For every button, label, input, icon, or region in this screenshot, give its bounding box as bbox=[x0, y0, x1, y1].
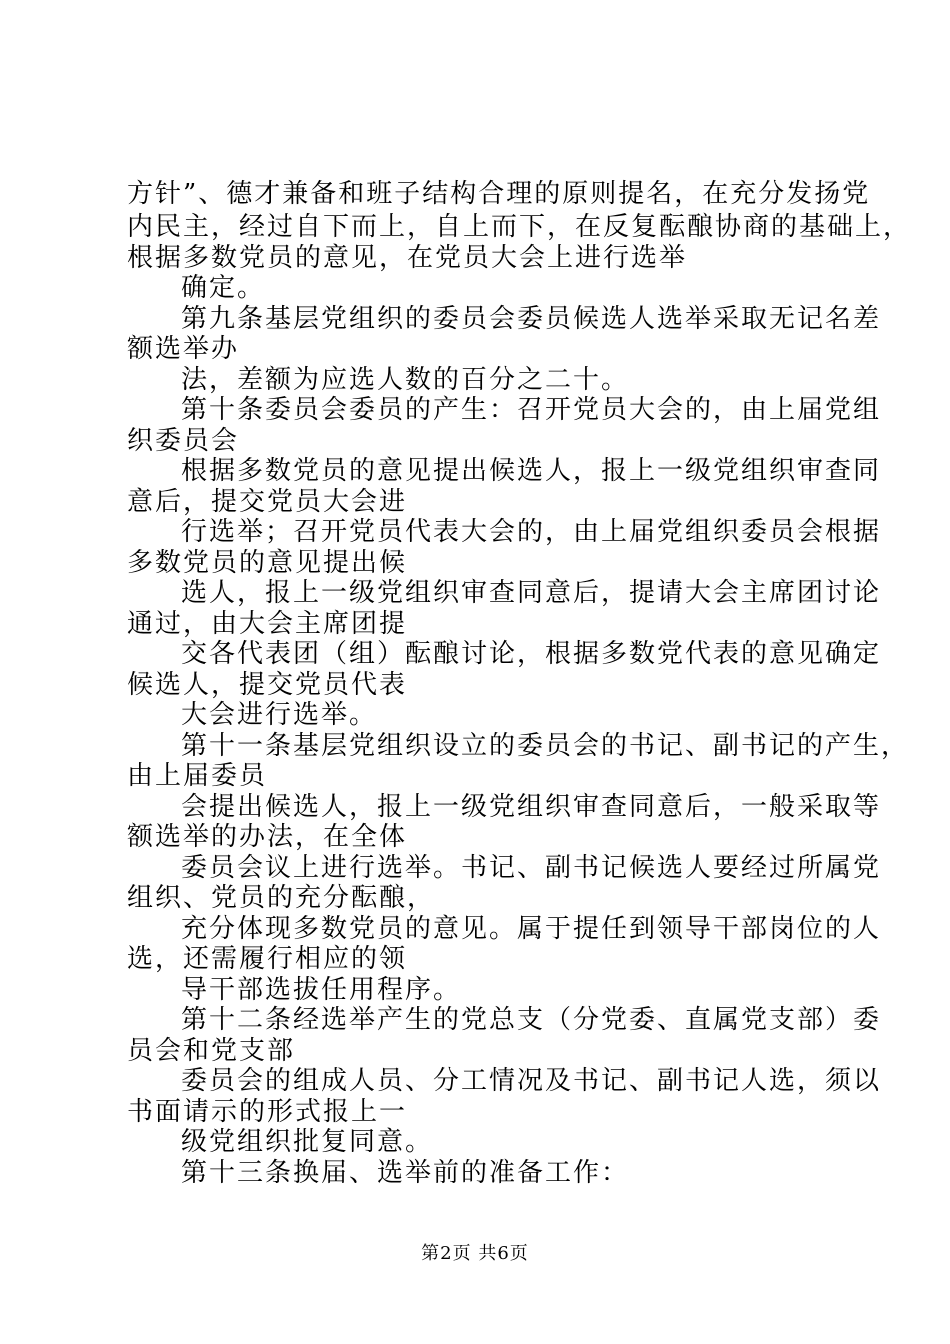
text-line: 内民主，经过自下而上，自上而下，在反复酝酿协商的基础上， bbox=[127, 212, 912, 242]
text-line: 第十二条经选举产生的党总支（分党委、直属党支部）委 bbox=[181, 1005, 882, 1035]
text-line: 第九条基层党组织的委员会委员候选人选举采取无记名差 bbox=[181, 304, 882, 334]
text-line: 行选举；召开党员代表大会的，由上届党组织委员会根据 bbox=[181, 517, 882, 547]
text-line: 第十条委员会委员的产生：召开党员大会的，由上届党组 bbox=[181, 395, 882, 425]
text-line: 导干部选拔任用程序。 bbox=[181, 975, 462, 1005]
text-line: 委员会的组成人员、分工情况及书记、副书记人选，须以 bbox=[181, 1066, 882, 1096]
text-line: 选人，报上一级党组织审查同意后，提请大会主席团讨论 bbox=[181, 578, 882, 608]
text-line: 意后，提交党员大会进 bbox=[127, 487, 408, 517]
text-line: 法，差额为应选人数的百分之二十。 bbox=[181, 365, 630, 395]
text-line: 第十三条换届、选举前的准备工作： bbox=[181, 1158, 630, 1188]
text-line: 由上届委员 bbox=[127, 761, 268, 791]
text-line: 织委员会 bbox=[127, 426, 240, 456]
text-line: 选，还需履行相应的领 bbox=[127, 944, 408, 974]
text-line: 组织、党员的充分酝酿， bbox=[127, 883, 436, 913]
text-line: 交各代表团（组）酝酿讨论，根据多数党代表的意见确定 bbox=[181, 639, 882, 669]
text-line: 通过，由大会主席团提 bbox=[127, 609, 408, 639]
text-line: 方针”、德才兼备和班子结构合理的原则提名，在充分发扬党 bbox=[127, 179, 871, 209]
text-line: 充分体现多数党员的意见。属于提任到领导干部岗位的人 bbox=[181, 914, 882, 944]
text-line: 第十一条基层党组织设立的委员会的书记、副书记的产生， bbox=[181, 731, 910, 761]
page-footer: 第2页 共6页 bbox=[421, 1243, 529, 1264]
text-line: 额选举办 bbox=[127, 334, 240, 364]
text-line: 根据多数党员的意见提出候选人，报上一级党组织审查同 bbox=[181, 456, 882, 486]
text-line: 多数党员的意见提出候 bbox=[127, 548, 408, 578]
text-line: 员会和党支部 bbox=[127, 1036, 296, 1066]
text-line: 额选举的办法，在全体 bbox=[127, 822, 408, 852]
text-line: 确定。 bbox=[181, 273, 266, 303]
text-line: 会提出候选人，报上一级党组织审查同意后，一般采取等 bbox=[181, 792, 882, 822]
text-line: 书面请示的形式报上一 bbox=[127, 1097, 408, 1127]
text-line: 级党组织批复同意。 bbox=[181, 1127, 434, 1157]
text-line: 委员会议上进行选举。书记、副书记候选人要经过所属党 bbox=[181, 853, 882, 883]
text-line: 大会进行选举。 bbox=[181, 700, 378, 730]
text-line: 根据多数党员的意见，在党员大会上进行选举 bbox=[127, 243, 688, 273]
text-line: 候选人，提交党员代表 bbox=[127, 670, 408, 700]
